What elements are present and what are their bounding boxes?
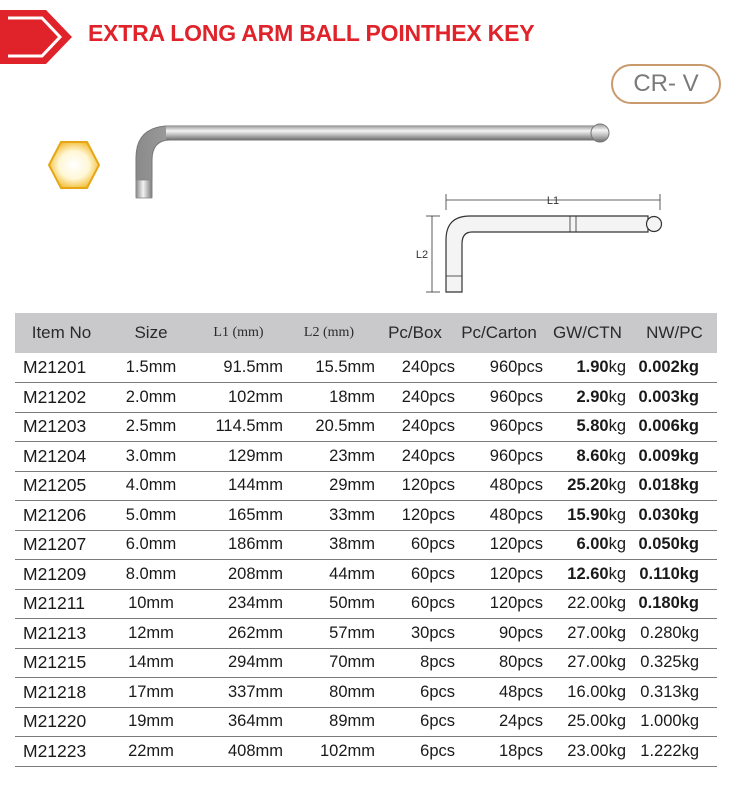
gw-value: 22.00 [567,594,609,613]
gw-unit: kg [608,653,626,672]
cell-pc-carton: 480pcs [489,476,543,495]
cell-nw-pc: 0.006kg [638,417,699,436]
cell-size: 3.0mm [125,446,177,465]
table-row [15,737,717,767]
gw-unit: kg [608,476,626,495]
cell-l2: 23mm [329,446,375,465]
cell-gw-ctn [543,737,632,767]
table-row [15,530,717,560]
cell-pc-box: 120pcs [401,476,455,495]
cell-gw-ctn [543,501,632,531]
gw-unit: kg [608,387,626,406]
cell-pc-box: 8pcs [420,653,455,672]
gw-unit: kg [608,446,626,465]
cell-pc-carton: 18pcs [498,741,543,760]
cell-pc-carton: 120pcs [489,564,543,583]
table-row [15,471,717,501]
gw-unit: kg [608,535,626,554]
gw-value: 15.90 [567,505,609,524]
cell-item-no: M21215 [23,652,87,673]
cell-nw-pc: 1.000kg [640,712,699,731]
table-row [15,560,717,590]
cell-nw-pc: 0.180kg [638,594,699,613]
cell-pc-box: 6pcs [420,682,455,701]
cell-nw-pc: 0.018kg [638,476,699,495]
gw-value: 27.00 [567,623,609,642]
cell-l2: 50mm [329,594,375,613]
cell-gw-ctn [543,383,632,413]
cell-pc-carton: 480pcs [489,505,543,524]
cell-size: 6.0mm [125,535,177,554]
cell-l2: 38mm [329,535,375,554]
cell-l1: 364mm [227,712,283,731]
cell-pc-box: 240pcs [401,417,455,436]
cell-l2: 57mm [329,623,375,642]
cell-l2: 29mm [329,476,375,495]
cell-item-no: M21207 [23,534,87,555]
cell-nw-pc: 0.110kg [639,564,699,583]
gw-unit: kg [608,594,626,613]
cell-gw-ctn [543,353,632,383]
cell-l1: 114.5mm [215,417,283,436]
gw-unit: kg [608,741,626,760]
cell-gw-ctn [543,442,632,472]
cell-pc-carton: 120pcs [489,535,543,554]
cell-gw-ctn [543,589,632,619]
cell-size: 1.5mm [125,358,177,376]
material-badge: CR- V [611,64,721,104]
cell-item-no: M21211 [23,593,85,614]
cell-pc-carton: 960pcs [489,417,543,436]
spec-table [15,313,717,767]
cell-size: 10mm [128,594,174,613]
cell-pc-carton: 960pcs [489,387,543,406]
cell-size: 19mm [128,712,174,731]
cell-gw-ctn [543,678,632,708]
cell-pc-box: 240pcs [401,446,455,465]
cell-l1: 91.5mm [223,358,283,376]
cell-l2: 89mm [329,712,375,731]
cell-nw-pc: 0.050kg [638,535,699,554]
cell-pc-carton: 960pcs [489,358,543,376]
cell-l2: 33mm [329,505,375,524]
header-nw-pc: NW/PC [646,323,703,342]
table-row [15,619,717,649]
cell-l1: 337mm [227,682,283,701]
cell-item-no: M21204 [23,445,87,466]
header-l2: L2 (mm) [303,325,355,340]
cell-pc-box: 60pcs [410,594,455,613]
cell-size: 22mm [128,741,174,760]
cell-pc-box: 240pcs [401,387,455,406]
cell-item-no: M21209 [23,563,87,584]
cell-size: 2.0mm [125,387,177,406]
cell-item-no: M21213 [23,622,87,643]
cell-l1: 294mm [227,653,283,672]
gw-unit: kg [608,564,626,583]
cell-l1: 208mm [227,564,283,583]
cell-l1: 234mm [227,594,283,613]
gw-value: 2.90 [576,387,609,406]
cell-gw-ctn [543,530,632,560]
gw-value: 23.00 [567,741,609,760]
cell-gw-ctn [543,560,632,590]
table-header-row [15,313,717,353]
cell-size: 12mm [128,623,174,642]
cell-l2: 80mm [329,682,375,701]
table-row [15,353,717,383]
gw-unit: kg [608,505,626,524]
cell-item-no: M21223 [23,740,87,761]
dimension-diagram [410,188,700,298]
table-row [15,412,717,442]
red-arrow-logo [0,10,72,64]
cell-item-no: M21218 [23,681,87,702]
cell-l2: 44mm [329,564,375,583]
cell-pc-box: 120pcs [401,505,455,524]
cell-pc-box: 60pcs [410,535,455,554]
cell-nw-pc: 1.222kg [640,741,699,760]
cell-size: 2.5mm [125,417,177,436]
cell-pc-carton: 24pcs [498,712,543,731]
cell-nw-pc: 0.325kg [640,653,699,672]
cell-size: 14mm [128,653,174,672]
cell-l1: 186mm [227,535,283,554]
table-row [15,678,717,708]
gw-value: 16.00 [567,682,609,701]
cell-l2: 102mm [319,741,375,760]
gw-unit: kg [608,417,626,436]
cell-nw-pc: 0.002kg [638,358,699,376]
cell-pc-carton: 48pcs [498,682,543,701]
cell-size: 5.0mm [125,505,177,524]
cell-pc-carton: 120pcs [489,594,543,613]
cell-l2: 18mm [329,387,375,406]
cell-gw-ctn [543,619,632,649]
cell-item-no: M21201 [23,357,87,377]
gw-unit: kg [608,712,626,731]
gw-value: 27.00 [567,653,609,672]
table-row [15,442,717,472]
cell-l1: 129mm [227,446,283,465]
cell-l2: 20.5mm [315,417,375,436]
cell-item-no: M21203 [23,416,87,437]
gw-value: 12.60 [567,564,609,583]
table-row [15,501,717,531]
cell-pc-box: 240pcs [401,358,455,376]
gw-unit: kg [608,358,626,376]
cell-pc-box: 60pcs [410,564,455,583]
cell-l1: 102mm [227,387,283,406]
cell-l1: 408mm [227,741,283,760]
header-gw-ctn: GW/CTN [553,323,622,342]
cell-size: 4.0mm [125,476,177,495]
cell-pc-box: 6pcs [420,712,455,731]
cell-nw-pc: 0.313kg [640,682,699,701]
gw-value: 25.20 [567,476,609,495]
gw-unit: kg [608,623,626,642]
cell-gw-ctn [543,471,632,501]
cell-pc-carton: 90pcs [498,623,543,642]
cell-size: 8.0mm [125,564,177,583]
cell-l1: 262mm [227,623,283,642]
gw-value: 5.80 [576,417,609,436]
page-title: EXTRA LONG ARM BALL POINTHEX KEY [88,20,535,46]
gw-value: 25.00 [567,712,609,731]
cell-gw-ctn [543,412,632,442]
cell-nw-pc: 0.009kg [638,446,699,465]
cell-item-no: M21202 [23,386,87,407]
cell-nw-pc: 0.280kg [640,623,699,642]
cell-pc-carton: 80pcs [498,653,543,672]
header-pc-box: Pc/Box [388,323,442,342]
header-item-no: Item No [31,323,92,342]
table-row [15,589,717,619]
cell-pc-box: 30pcs [410,623,455,642]
header-pc-carton: Pc/Carton [461,323,537,342]
cell-gw-ctn [543,707,632,737]
cell-nw-pc: 0.003kg [638,387,699,406]
cell-pc-carton: 960pcs [489,446,543,465]
gw-unit: kg [608,682,626,701]
table-row [15,707,717,737]
cell-gw-ctn [543,648,632,678]
l2-label: L2 [415,249,429,261]
l1-label: L1 [546,195,560,207]
cell-pc-box: 6pcs [420,741,455,760]
cell-l1: 144mm [227,476,283,495]
header-size: Size [134,323,168,342]
hex-section-icon [48,139,100,191]
cell-l2: 15.5mm [315,358,375,376]
cell-l2: 70mm [329,653,375,672]
gw-value: 8.60 [576,446,609,465]
cell-item-no: M21220 [23,711,87,732]
table-row [15,383,717,413]
gw-value: 6.00 [576,535,609,554]
table-row [15,648,717,678]
cell-nw-pc: 0.030kg [638,505,699,524]
gw-value: 1.90 [576,358,609,376]
header-l1: L1 (mm) [213,325,264,340]
cell-l1: 165mm [227,505,283,524]
cell-size: 17mm [128,682,174,701]
cell-item-no: M21206 [23,504,87,525]
cell-item-no: M21205 [23,475,87,496]
